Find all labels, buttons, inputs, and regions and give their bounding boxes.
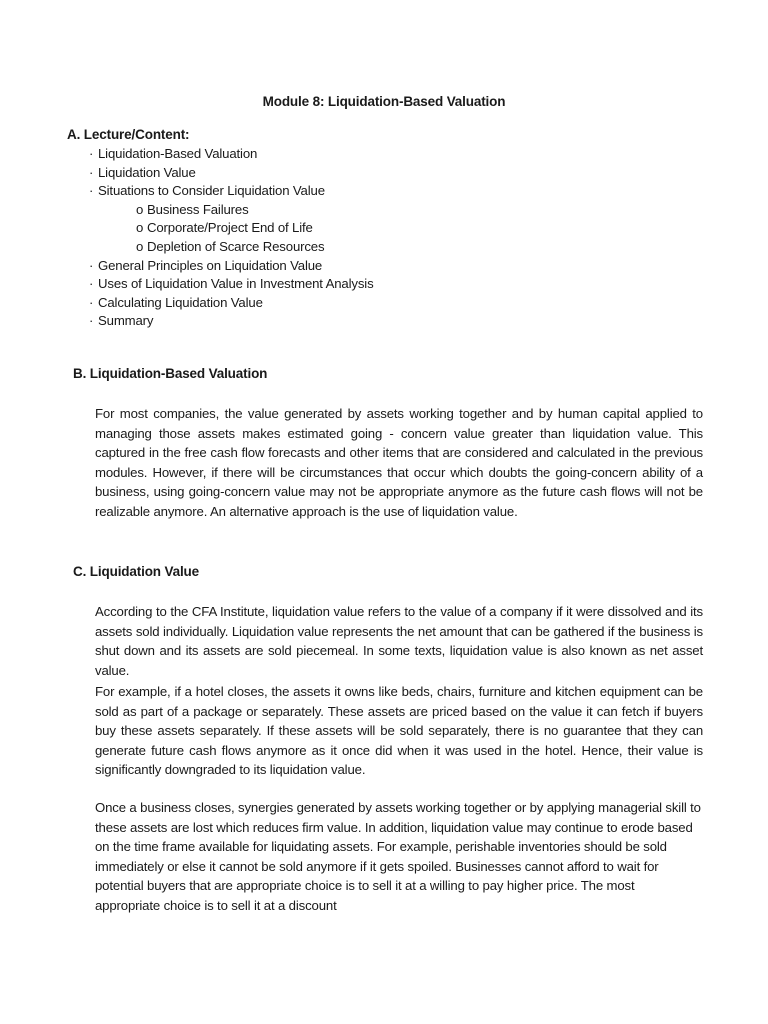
page-title: Module 8: Liquidation-Based Valuation bbox=[262, 94, 506, 109]
list-item-text: Depletion of Scarce Resources bbox=[147, 238, 325, 254]
list-item-text: Business Failures bbox=[147, 201, 249, 217]
list-item-text: Uses of Liquidation Value in Investment Analysis bbox=[98, 276, 374, 292]
bullet-marker: o bbox=[136, 238, 144, 254]
list-item-text: Liquidation Value bbox=[98, 164, 196, 180]
sub-list-item bbox=[89, 219, 374, 238]
bullet-marker: · bbox=[89, 183, 94, 199]
bullet-marker: o bbox=[136, 220, 144, 236]
list-item bbox=[89, 257, 374, 276]
list-item bbox=[89, 182, 374, 201]
bullet-marker: · bbox=[89, 313, 94, 329]
list-item-text: Situations to Consider Liquidation Value bbox=[98, 183, 325, 199]
section-c-paragraph-3: Once a business closes, synergies generated by assets working together or by applying managerial skill to these assets are lost which reduces firm value. In addition, liquidation value may continue to erode based on the time frame available for liquidating assets. For example, perishable inventories should be sold immediately or else it cannot be sold anymore if it gets spoiled. Businesses cannot afford to wait for potential buyers that are appropriate choice is to sell it at a willing to pay higher price. The most appropriate choice is to sell it at a discount bbox=[95, 800, 701, 913]
bullet-marker: · bbox=[89, 257, 94, 273]
list-item bbox=[89, 164, 374, 183]
list-item bbox=[89, 145, 374, 164]
bullet-marker: · bbox=[89, 276, 94, 292]
list-item bbox=[89, 312, 374, 331]
sub-list-item bbox=[89, 238, 374, 257]
list-item-text: Liquidation-Based Valuation bbox=[98, 146, 258, 161]
section-c-paragraph-2: For example, if a hotel closes, the assets it owns like beds, chairs, furniture and kitchen equipment can be sold as part of a package or separately. These assets are priced based on the value it can fetch if buyers buy these assets separately. If these assets will be sold separately, there is no guarantee that they can generate future cash flows anymore as it once did when it was used in the hotel. Hence, their value is significantly downgraded to its liquidation value. bbox=[95, 684, 703, 777]
section-b-paragraph: For most companies, the value generated by assets working together and by human capital applied to managing those assets makes estimated going - concern value greater than liquidation value. This captured in the free cash flow forecasts and other items that are considered and calculated in the previous modules. However, if there will be circumstances that occur which doubts the going-concern ability of a business, using going-concern value may not be appropriate anymore as the future cash flows will not be realizable anymore. An alternative approach is the use of liquidation value. bbox=[95, 406, 703, 519]
bullet-marker: o bbox=[136, 201, 144, 217]
section-a-heading: A. Lecture/Content: bbox=[67, 127, 190, 142]
section-c-paragraph-1: According to the CFA Institute, liquidation value refers to the value of a company if it were dissolved and its assets sold individually. Liquidation value represents the net amount that can be gathered if the business is shut down and its assets are sold piecemeal. In some texts, liquidation value is also known as net asset value. bbox=[95, 604, 703, 678]
list-item-text: Summary bbox=[98, 313, 154, 329]
sub-list-item bbox=[89, 201, 374, 220]
bullet-marker: · bbox=[89, 146, 94, 161]
list-item-text: General Principles on Liquidation Value bbox=[98, 257, 323, 273]
bullet-marker: · bbox=[89, 294, 94, 310]
section-b-heading: B. Liquidation-Based Valuation bbox=[73, 366, 268, 381]
list-item bbox=[89, 275, 374, 294]
bullet-marker: · bbox=[89, 164, 94, 180]
list-item bbox=[89, 294, 374, 313]
list-item-text: Calculating Liquidation Value bbox=[98, 294, 263, 310]
list-item-text: Corporate/Project End of Life bbox=[147, 220, 313, 236]
section-c-heading: C. Liquidation Value bbox=[73, 564, 200, 579]
content-outline-list bbox=[89, 145, 374, 331]
